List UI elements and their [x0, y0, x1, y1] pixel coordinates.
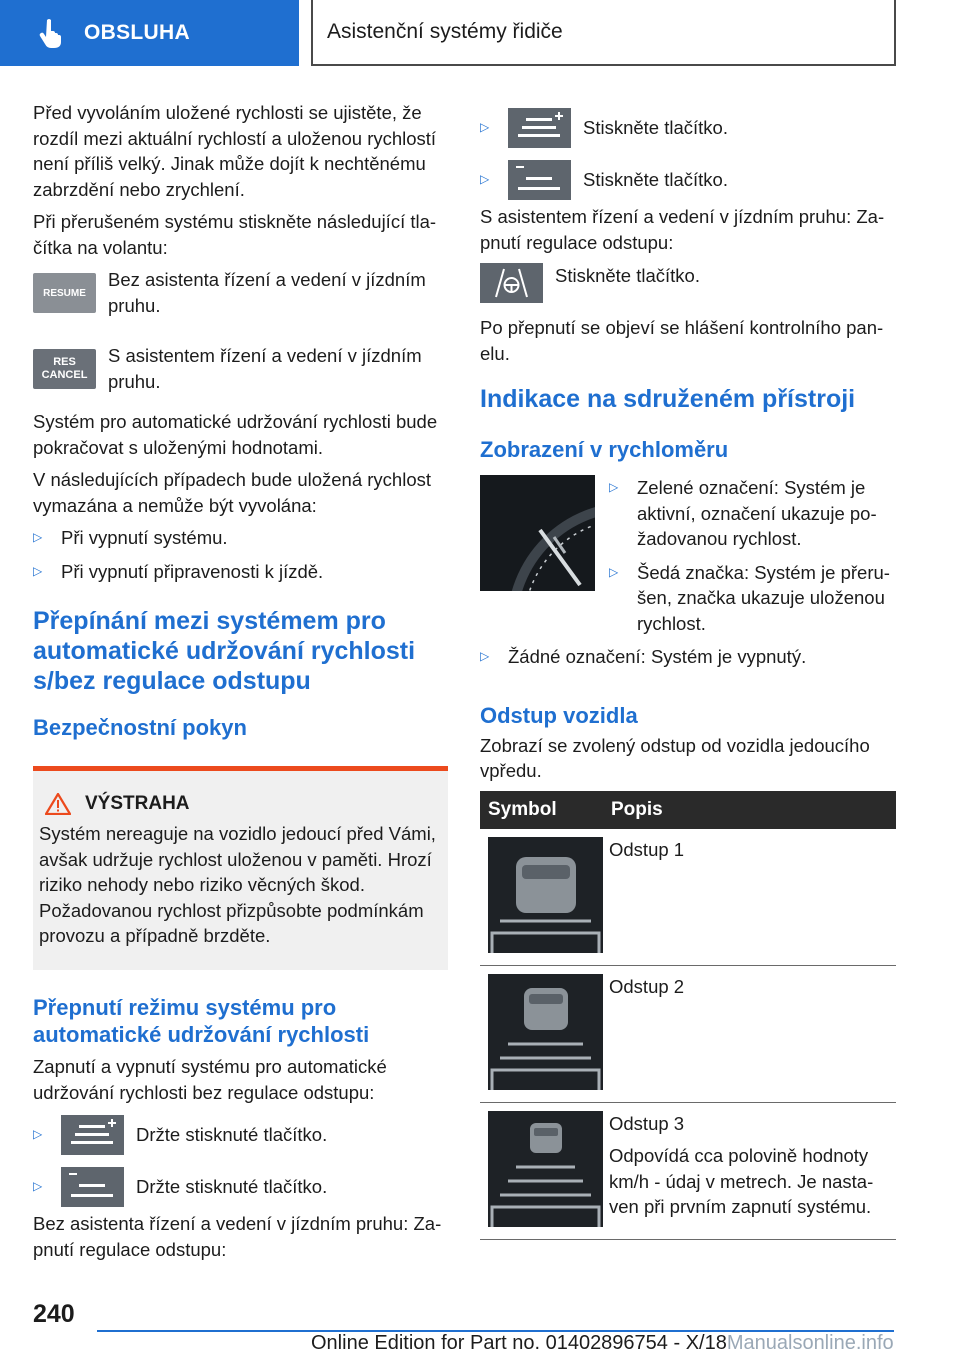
triangle-bullet-icon: ▷ — [609, 564, 619, 579]
distance-table — [480, 791, 896, 1240]
list-item: ▷ Žádné označení: Systém je vypnutý. — [480, 644, 896, 670]
paragraph: V následujících případech bude uložená rychlost vymazána a nemůže být vyvolána: — [33, 469, 432, 516]
resume-button-icon: RESUME — [33, 273, 96, 313]
row-extra: Odpovídá cca polovině hodnoty km/h - údaj v metrech. Je nastaven při prvním zapnutí systému. — [609, 1145, 874, 1217]
triangle-bullet-icon: ▷ — [480, 649, 490, 663]
cancel-text: S asistentem řízení a vedení v jízdním pruhu. — [108, 345, 422, 392]
list-item: ▷ Stiskněte tlačítko. — [480, 160, 896, 200]
paragraph: Zapnutí a vypnutí systému pro automatické udržování rychlosti bez regulace odstupu: — [33, 1056, 387, 1103]
paragraph: Systém pro automatické udržování rychlosti bude pokračovat s uloženými hodnotami. — [33, 411, 438, 458]
table-row — [480, 1102, 896, 1239]
speedometer-image — [480, 475, 595, 591]
distance-2-icon — [488, 974, 603, 1090]
chapter-header — [311, 0, 896, 66]
watermark: Manualsonline.info — [726, 1332, 894, 1354]
speedo-block — [480, 475, 896, 636]
distance-3-icon — [488, 1111, 603, 1227]
section-title: OBSLUHA — [84, 21, 190, 44]
triangle-bullet-icon: ▷ — [480, 120, 490, 135]
table-header-symbol: Symbol — [480, 791, 603, 829]
paragraph: Zobrazí se zvolený odstup od vozidla jedoucího vpředu. — [480, 734, 870, 781]
resume-row — [33, 267, 448, 325]
table-row — [480, 829, 896, 966]
left-column — [33, 100, 448, 741]
row-label: Odstup 2 — [609, 975, 685, 997]
subsection-heading: Zobrazení v rychloměru — [480, 437, 729, 462]
paragraph: S asistentem řízení a vedení v jízdním pruhu: Zapnutí regulace odstupu: — [480, 206, 885, 253]
distance-minus-button-icon — [508, 160, 571, 200]
triangle-bullet-icon: ▷ — [33, 563, 43, 578]
assist-text: Stiskněte tlačítko. — [555, 265, 700, 286]
subsection-heading: Odstup vozidla — [480, 702, 638, 728]
list-item: ▷ Držte stisknuté tlačítko. — [33, 1115, 448, 1155]
cruise-minus-button-icon — [61, 1167, 124, 1207]
list-item: ▷ Zelené označení: Systém je aktivní, označení ukazuje požadovanou rychlost. — [609, 475, 896, 552]
paragraph: Před vyvoláním uložené rychlosti se ujistěte, že rozdíl mezi aktuální rychlostí a uloženou rychlostí není příliš velký. Jinak může dojít k nechtěnému zabrzdění nebo zrychlení. — [33, 102, 437, 200]
distance-plus-button-icon — [508, 108, 571, 148]
section-heading: Indikace na sdruženém přístroji — [480, 385, 856, 413]
triangle-bullet-icon: ▷ — [33, 1179, 43, 1194]
warning-title: VÝSTRAHA — [85, 793, 190, 814]
distance-1-icon — [488, 837, 603, 953]
list-item: ▷ Stiskněte tlačítko. — [480, 108, 896, 148]
hand-icon — [38, 18, 64, 48]
right-column — [480, 100, 896, 1240]
res-cancel-button-icon: RES CANCEL — [33, 349, 96, 389]
subsection-heading: Přepnutí režimu systému pro automatické udržování rychlosti — [33, 995, 370, 1047]
paragraph: Bez asistenta řízení a vedení v jízdním pruhu: Zapnutí regulace odstupu: — [33, 1213, 442, 1260]
resume-text: Bez asistenta řízení a vedení v jízdním pruhu. — [108, 269, 426, 316]
row-label: Odstup 1 — [609, 838, 685, 860]
subsection-heading: Bezpečnostní pokyn — [33, 715, 247, 740]
warning-icon — [45, 793, 71, 815]
steering-assist-button-icon — [480, 263, 543, 303]
paragraph: Při přerušeném systému stiskněte následující tlačítka na volantu: — [33, 211, 437, 258]
section-tab — [0, 0, 299, 66]
table-row — [480, 965, 896, 1102]
section-heading: Přepínání mezi systémem pro automatické udržování rychlosti s/bez regulace odstupu — [33, 607, 416, 695]
list-item: ▷ Šedá značka: Systém je přerušen, značka ukazuje uloženou rychlost. — [609, 560, 896, 637]
row-label: Odstup 3 — [609, 1112, 685, 1134]
list-item: ▷ Při vypnutí systému. — [33, 525, 448, 551]
footer-edition: Online Edition for Part no. 01402896754 - X/18Manualsonline.info — [311, 1332, 894, 1354]
assist-row — [480, 263, 896, 303]
table-header-description: Popis — [603, 791, 896, 829]
triangle-bullet-icon: ▷ — [609, 480, 619, 494]
triangle-bullet-icon: ▷ — [33, 1127, 43, 1142]
warning-box — [33, 766, 448, 970]
page-number: 240 — [33, 1300, 75, 1328]
left-column-lower — [33, 994, 448, 1269]
triangle-bullet-icon: ▷ — [33, 530, 43, 544]
chapter-title: Asistenční systémy řidiče — [327, 20, 563, 43]
list-item: ▷ Při vypnutí připravenosti k jízdě. — [33, 559, 448, 585]
warning-text: Systém nereaguje na vozidlo jedoucí před Vámi, avšak udržuje rychlost uloženou v paměti. Hrozí riziko nehody nebo riziko věcných škod. Požadovanou rychlost přizpůsobte podmínkám provozu a případně brzděte. — [39, 823, 436, 946]
cancel-row — [33, 343, 448, 401]
cruise-plus-button-icon — [61, 1115, 124, 1155]
list-item: ▷ Držte stisknuté tlačítko. — [33, 1167, 448, 1207]
paragraph: Po přepnutí se objeví se hlášení kontrolního panelu. — [480, 317, 884, 364]
triangle-bullet-icon: ▷ — [480, 172, 490, 187]
